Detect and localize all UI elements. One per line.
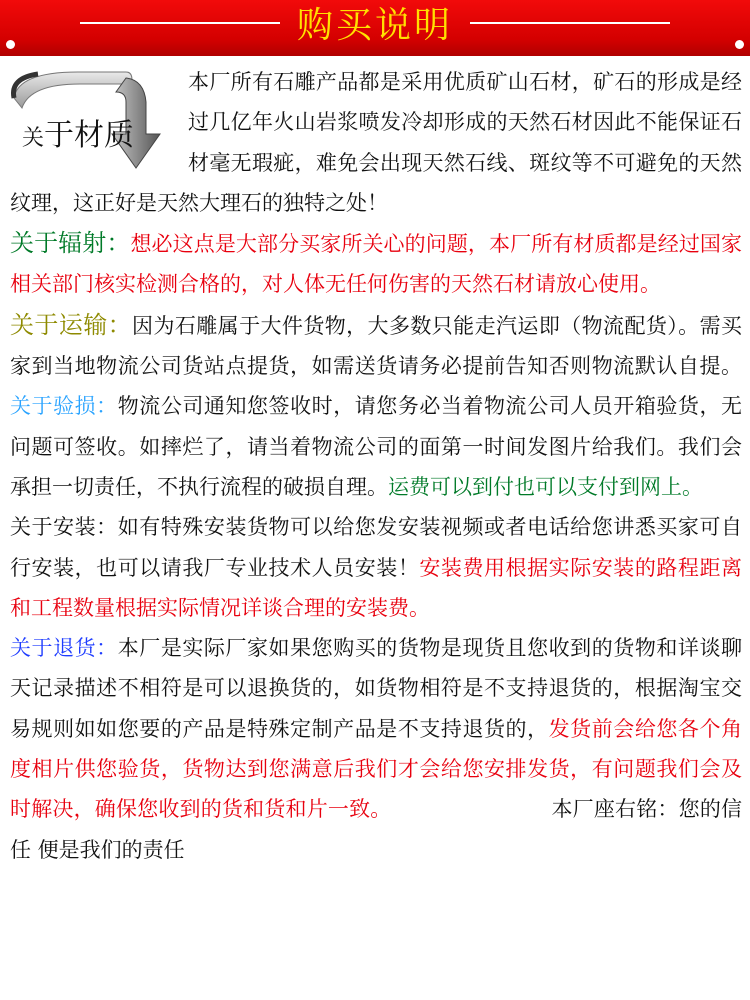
freight-note: 运费可以到付也可以支付到网上。 xyxy=(388,474,703,499)
install-fee-note: 安装费用根据实际安装的路程距离和工程数量根据实际情况详谈合理的安装费。 xyxy=(10,555,743,620)
banner-dot-right xyxy=(735,40,744,49)
radiation-text: 想必这点是大部分买家所关心的问题，本厂所有材质都是经过国家相关部门核实检测合格的，对人体无任何伤害的天然石材请放心使用。 xyxy=(10,232,743,297)
inspection-label: 关于验损： xyxy=(10,394,118,419)
page-title: 购买说明 xyxy=(296,5,453,46)
inspection-text: 物流公司通知您签收时，请您务必当着物流公司人员开箱验货，无问题可签收。如摔烂了，请当着物流公司的面第一时间发图片给我们。我们会承担一切责任，不执行流程的破损自理。 xyxy=(10,394,743,499)
install-label: 关于安装： xyxy=(10,515,118,540)
returns-label: 关于退货： xyxy=(10,636,118,661)
header-banner xyxy=(0,0,750,56)
radiation-label: 关于辐射： xyxy=(10,229,131,258)
banner-line-right xyxy=(470,22,670,24)
material-text: 本厂所有石雕产品都是采用优质矿山石材，矿石的形成是经过几亿年火山岩浆喷发冷却形成的天然石材因此不能保证石材毫无瑕疵，难免会出现天然石线、斑纹等不可避免的天然纹理，这正好是天然大理石的独特之处！ xyxy=(10,70,742,215)
factory-motto: 本厂座右铭：您的信任 便是我们的责任 xyxy=(10,797,743,862)
material-icon-label: 关于材质 xyxy=(22,118,135,153)
returns-promise: 发货前会给您各个角度相片供您验货，货物达到您满意后我们才会给您安排发货，有问题我们会及时解决，确保您收到的货和货和片一致。 xyxy=(10,716,743,822)
transport-text: 因为石雕属于大件货物，大多数只能走汽运即（物流配货）。需买家到当地物流公司货站点提货，如需送货请务必提前告知否则物流默认自提。 xyxy=(10,313,742,379)
install-text: 如有特殊安装货物可以给您发安装视频或者电话给您讲悉买家可自行安装，也可以请我厂专业技术人员安装！ xyxy=(10,515,743,580)
purchase-instructions xyxy=(10,62,742,870)
returns-text: 本厂是实际厂家如果您购买的货物是现货且您收到的货物和详谈聊天记录描述不相符是可以退换货的，如货物相符是不支持退货的，根据淘宝交易规则如如您要的产品是特殊定制产品是不支持退货的， xyxy=(10,636,743,741)
transport-label: 关于运输： xyxy=(10,310,133,339)
